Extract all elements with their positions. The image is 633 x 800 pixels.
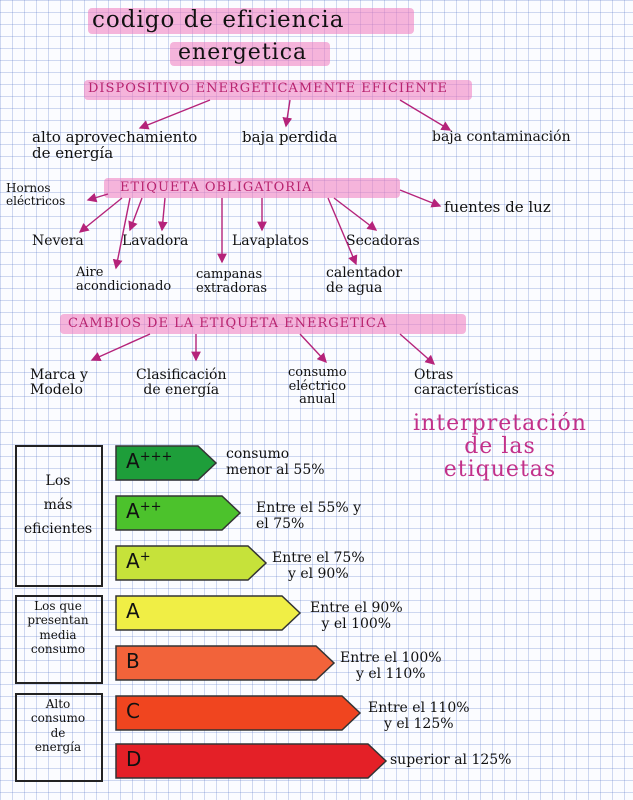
section2-item-secadoras: Secadoras (346, 233, 420, 249)
title-line-2: energetica (178, 40, 308, 65)
section2-item-lavaplatos: Lavaplatos (232, 233, 309, 249)
section2-item-calentador: calentador de agua (326, 265, 403, 296)
class-letter: A (126, 549, 140, 573)
range-a-double-plus: Entre el 55% y el 75% (256, 500, 361, 533)
range-a: Entre el 90% y el 100% (310, 600, 403, 633)
class-letter: A (126, 599, 140, 623)
bar-shape (116, 696, 360, 730)
class-label (126, 699, 140, 723)
section2-item-aire: Aire acondicionado (76, 265, 172, 294)
class-plus: + (139, 549, 151, 565)
section1-item-baja-contaminacion: baja contaminación (432, 129, 571, 145)
class-letter: B (126, 649, 140, 673)
interpretation-title: interpretación de las etiquetas (413, 411, 587, 483)
class-plus: ++ (139, 499, 162, 515)
class-label (126, 549, 151, 573)
section2-item-lavadora: Lavadora (122, 233, 189, 249)
bar-shape (116, 744, 386, 778)
class-letter: A (126, 499, 140, 523)
class-plus: +++ (139, 449, 173, 465)
class-label (126, 499, 161, 523)
class-label (126, 649, 140, 673)
group-label-most-efficient: Los más eficientes (23, 473, 93, 537)
range-c: Entre el 110% y el 125% (368, 700, 470, 733)
range-d: superior al 125% (390, 752, 512, 768)
section2-heading: ETIQUETA OBLIGATORIA (120, 180, 313, 195)
bar-shape (116, 596, 300, 630)
range-a-plus: Entre el 75% y el 90% (272, 550, 365, 583)
section2-item-campanas: campanas extradoras (196, 267, 267, 296)
section3-heading: CAMBIOS DE LA ETIQUETA ENERGETICA (68, 316, 388, 331)
group-label-high-consumption: Alto consumo de energía (30, 697, 86, 755)
bar-shape (116, 646, 334, 680)
class-letter: C (126, 699, 140, 723)
range-a-triple-plus: consumo menor al 55% (226, 446, 325, 479)
section3-item-marca: Marca y Modelo (30, 367, 88, 398)
section2-item-fuentes-luz: fuentes de luz (444, 198, 551, 216)
class-letter: D (126, 747, 142, 771)
class-label (126, 449, 172, 473)
group-label-medium: Los que presentan media consumo (27, 599, 89, 657)
section1-item-baja-perdida: baja perdida (242, 128, 338, 146)
range-b: Entre el 100% y el 110% (340, 650, 442, 683)
section3-item-consumo: consumo eléctrico anual (288, 365, 347, 408)
title-line-1: codigo de eficiencia (92, 7, 345, 33)
section2-item-hornos: Hornos eléctricos (6, 181, 66, 208)
section1-item-aprovechamiento: alto aprovechamiento de energía (32, 128, 198, 162)
class-label (126, 599, 140, 623)
class-letter: A (126, 449, 140, 473)
section1-heading: DISPOSITIVO ENERGETICAMENTE EFICIENTE (88, 81, 449, 96)
section3-item-clasificacion: Clasificación de energía (136, 367, 227, 398)
section3-item-otras: Otras características (414, 367, 519, 398)
section2-item-nevera: Nevera (32, 233, 84, 249)
class-label (126, 747, 141, 771)
